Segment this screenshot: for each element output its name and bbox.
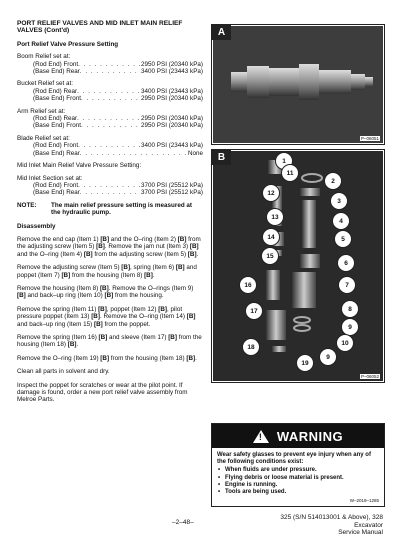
setting-row: (Base End) Rear . . . 3400 PSI (23443 kPa): [17, 68, 203, 75]
mid-inlet-block: [17, 175, 203, 197]
disassembly-steps: [17, 236, 203, 404]
setting-row: (Rod End) Rear . . . 3400 PSI (23443 kPa): [17, 88, 203, 95]
callout-6: 6: [337, 254, 355, 272]
callout-17: 17: [245, 302, 263, 320]
callout-15: 15: [261, 247, 279, 265]
figure-b-label: B: [212, 150, 231, 165]
footer-manual: Service Manual: [338, 529, 383, 537]
setting-heading: Blade Relief set at:: [17, 134, 70, 142]
callout-14: 14: [262, 228, 280, 246]
callout-4: 4: [332, 212, 350, 230]
figure-a-code: P–06051: [360, 136, 379, 141]
note-text: The main relief pressure setting is measured at the hydraulic pump.: [51, 201, 193, 217]
callout-1: 1: [275, 152, 293, 170]
callout-9a: 9: [341, 318, 359, 336]
callout-8: 8: [341, 300, 359, 318]
disassembly-step: Clean all parts in solvent and dry.: [17, 368, 110, 376]
warning-title: WARNING: [276, 428, 344, 444]
disassembly-heading: Disassembly: [17, 222, 56, 230]
warning-body: [212, 448, 384, 496]
warning-item: • Flying debris or loose material is present.: [225, 475, 379, 482]
warning-triangle-icon: !: [253, 430, 269, 443]
figure-a-label: A: [212, 25, 231, 40]
callout-3: 3: [330, 192, 348, 210]
callout-18: 18: [242, 338, 260, 356]
note-key: NOTE:: [17, 201, 37, 209]
footer-title: [270, 514, 383, 537]
setting-block: [17, 108, 203, 130]
mid-inlet-heading: Mid Inlet Main Relief Valve Pressure Setting:: [17, 162, 142, 170]
valve-photo: [213, 26, 383, 143]
setting-row: (Rod End) Front . . . 3400 PSI (23443 kPa): [17, 142, 203, 149]
warning-conditions: [217, 467, 379, 496]
warning-code: W–2019–1285: [349, 498, 379, 503]
setting-heading: Arm Relief set at:: [17, 107, 66, 115]
setting-block: [17, 80, 203, 102]
callout-16: 16: [239, 276, 257, 294]
subsection-title: Port Relief Valve Pressure Setting: [17, 40, 119, 48]
disassembly-step: Remove the spring (Item 16) [B] and sleeve (Item 17) [B] from the housing (Item 18) [B].: [17, 334, 202, 349]
disassembly-step: Remove the O–ring (Item 19) [B] from the housing (Item 18) [B].: [17, 354, 197, 362]
setting-block: [17, 53, 203, 75]
text-column: [17, 20, 203, 410]
disassembly-step: Remove the housing (Item 8) [B]. Remove the O–rings (Item 9) [B] and back–up ring (Item 10) [B] from the housing.: [17, 284, 194, 300]
disassembly-step: Remove the end cap (Item 1) [B] and the O–ring (Item 2) [B] from the adjusting screw (Item 5) [B]. Remove the jam nut (Item 3) [B] and the O–ring (Item 4) [B] from the adjusting screw (Item 5) [B].: [17, 235, 201, 258]
disassembly-step: Remove the adjusting screw (Item 5) [B], spring (Item 6) [B] and poppet (Item 7) [B] from the housing (Item 8) [B].: [17, 264, 197, 279]
setting-row: (Rod End) Front . . . 2950 PSI (20340 kPa): [17, 61, 203, 68]
note: [17, 202, 203, 217]
disassembly-step: Inspect the poppet for scratches or wear at the pilot point. If damage is found, order a new port relief valve assembly from Melroe Parts.: [17, 381, 188, 404]
disassembly-step: Remove the spring (Item 11) [B], poppet (Item 12) [B], pilot pressure poppet (Item 13) [B]. Remove the O–ring (Item 14) [B] and back–up ring (Item 15) [B] from the poppet.: [17, 305, 196, 328]
settings-list: [17, 53, 203, 157]
callout-2: 2: [324, 172, 342, 190]
page-number: –2–48–: [172, 519, 194, 526]
callout-9b: 9: [319, 348, 337, 366]
setting-row: (Base End) Front . . . 2950 PSI (20340 kPa): [17, 122, 203, 129]
setting-heading: Bucket Relief set at:: [17, 80, 73, 88]
section-title: PORT RELIEF VALVES AND MID INLET MAIN RELIEF VALVES (Cont'd): [17, 20, 183, 35]
figure-b-code: P–06052: [360, 374, 379, 379]
setting-row: (Base End) Rear . . . None: [17, 150, 203, 157]
warning-item: • Tools are being used.: [225, 489, 379, 496]
callout-10: 10: [336, 334, 354, 352]
callout-12: 12: [262, 184, 280, 202]
warning-lead: Wear safety glasses to prevent eye injury when any of the following conditions exist:: [217, 452, 371, 466]
relief-valve-illustration: [213, 26, 383, 143]
setting-heading: Boom Relief set at:: [17, 53, 71, 61]
setting-row: (Base End) Front . . . 2950 PSI (20340 kPa): [17, 95, 203, 102]
figure-a: [211, 24, 385, 145]
exploded-parts-illustration: [212, 150, 384, 382]
callout-19: 19: [296, 354, 314, 372]
warning-box: [211, 423, 385, 507]
mid-inlet-section-heading: Mid Inlet Section set at:: [17, 174, 83, 182]
callout-13: 13: [266, 208, 284, 226]
callout-5: 5: [334, 230, 352, 248]
setting-row: (Rod End) Front . . . 3700 PSI (25512 kPa): [17, 182, 203, 189]
setting-row: (Base End) Rear . . . 3700 PSI (25512 kPa): [17, 189, 203, 196]
figure-b: [211, 149, 385, 383]
setting-block: [17, 135, 203, 157]
setting-row: (Rod End) Rear . . . 2950 PSI (20340 kPa): [17, 115, 203, 122]
warning-item: • When fluids are under pressure.: [225, 467, 379, 474]
warning-banner: [212, 424, 384, 448]
footer-model: 325 (S/N 514013001 & Above), 328 Excavator: [280, 514, 383, 529]
callout-7: 7: [338, 276, 356, 294]
callout-11: 11: [281, 164, 299, 182]
warning-item: • Engine is running.: [225, 482, 379, 489]
